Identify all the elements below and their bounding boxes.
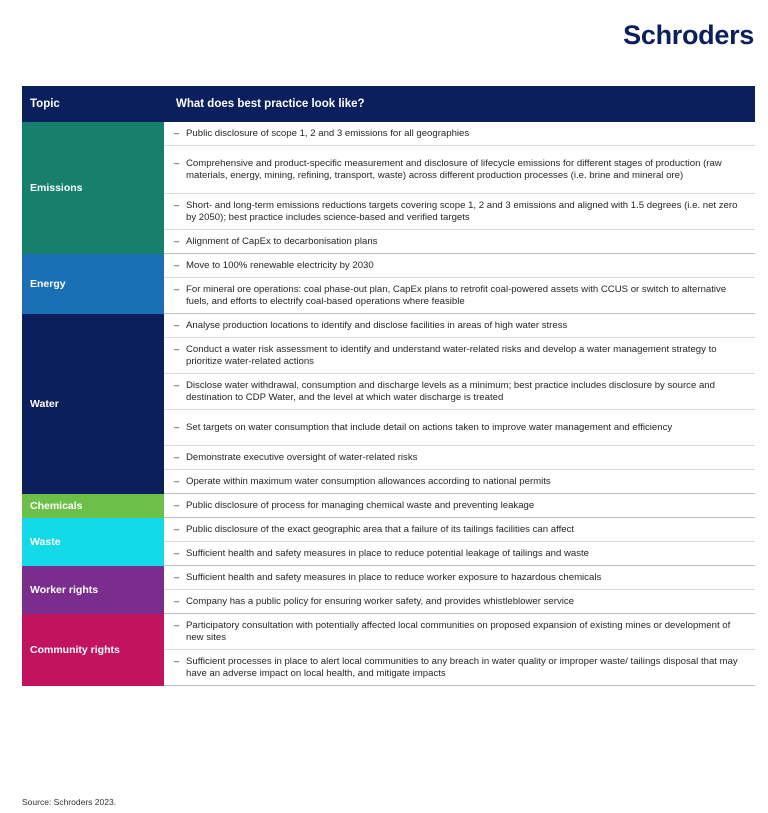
practice-text: Disclose water withdrawal, consumption and discharge levels as a minimum; best practice includes disclosure by source and destination to CDP Water, and the level at which water discharge is treated: [186, 380, 715, 403]
practice-cell: [164, 590, 755, 614]
bullet-dash: –: [174, 235, 180, 247]
practice-text: Participatory consultation with potentially affected local communities on proposed expansion of existing mines or development of new sites: [186, 620, 731, 643]
practice-cell: [164, 614, 755, 650]
bullet-dash: –: [174, 421, 180, 433]
topic-cell: Chemicals: [22, 494, 164, 518]
table-row: [22, 566, 755, 590]
practice-text: Company has a public policy for ensuring worker safety, and provides whistleblower service: [186, 595, 575, 607]
header-topic: Topic: [22, 86, 164, 122]
bullet-dash: –: [174, 380, 180, 391]
bullet-dash: –: [174, 200, 180, 211]
source-note: Source: Schroders 2023.: [22, 797, 117, 807]
table-row: [22, 314, 755, 338]
bullet-dash: –: [174, 319, 180, 331]
practice-text: Conduct a water risk assessment to identify and understand water-related risks and develop a water management strategy to prioritize water-related actions: [186, 344, 717, 367]
bullet-dash: –: [174, 284, 180, 295]
practice-text: Sufficient health and safety measures in place to reduce worker exposure to hazardous chemicals: [186, 571, 602, 583]
best-practice-table: [22, 86, 755, 686]
practice-cell: [164, 410, 755, 446]
practice-text: Move to 100% renewable electricity by 2030: [186, 259, 374, 271]
practice-cell: [164, 230, 755, 254]
topic-cell: Community rights: [22, 614, 164, 686]
practice-text: Public disclosure of the exact geographic area that a failure of its tailings facilities can affect: [186, 523, 575, 535]
table-row: [22, 614, 755, 650]
practice-cell: [164, 314, 755, 338]
bullet-dash: –: [174, 475, 180, 487]
practice-text: Public disclosure of process for managing chemical waste and preventing leakage: [186, 499, 535, 511]
practice-cell: [164, 650, 755, 686]
practice-text: Set targets on water consumption that include detail on actions taken to improve water management and efficiency: [186, 421, 673, 433]
practice-cell: [164, 146, 755, 194]
table-row: [22, 494, 755, 518]
practice-cell: [164, 566, 755, 590]
bullet-dash: –: [174, 158, 180, 169]
practice-text: Short- and long-term emissions reductions targets covering scope 1, 2 and 3 emissions and aligned with 1.5 degrees (i.e. net zero by 2050); best practice includes science-based and verified targets: [186, 200, 738, 223]
practice-cell: [164, 470, 755, 494]
practice-text: Sufficient health and safety measures in place to reduce potential leakage of tailings and waste: [186, 547, 590, 559]
topic-cell: Energy: [22, 254, 164, 314]
practice-text: Public disclosure of scope 1, 2 and 3 emissions for all geographies: [186, 127, 470, 139]
topic-cell: Worker rights: [22, 566, 164, 614]
practice-cell: [164, 254, 755, 278]
bullet-dash: –: [174, 571, 180, 583]
bullet-dash: –: [174, 451, 180, 463]
practice-text: Alignment of CapEx to decarbonisation plans: [186, 235, 378, 247]
bullet-dash: –: [174, 523, 180, 535]
bullet-dash: –: [174, 656, 180, 667]
practice-cell: [164, 494, 755, 518]
bullet-dash: –: [174, 259, 180, 271]
bullet-dash: –: [174, 547, 180, 559]
topic-cell: Emissions: [22, 122, 164, 254]
bullet-dash: –: [174, 499, 180, 511]
bullet-dash: –: [174, 620, 180, 631]
practice-text: Sufficient processes in place to alert local communities to any breach in water quality or improper waste/ tailings disposal that may have an adverse impact on local health, and mitigate impacts: [186, 656, 738, 679]
bullet-dash: –: [174, 127, 180, 139]
topic-cell: Water: [22, 314, 164, 494]
table-header-row: [22, 86, 755, 122]
bullet-dash: –: [174, 344, 180, 355]
bullet-dash: –: [174, 595, 180, 607]
table-body: [22, 122, 755, 686]
practice-cell: [164, 278, 755, 314]
schroders-logo: Schroders: [623, 20, 754, 50]
practice-text: Operate within maximum water consumption allowances according to national permits: [186, 475, 551, 487]
header-practice: What does best practice look like?: [164, 86, 755, 122]
topic-cell: Waste: [22, 518, 164, 566]
practice-cell: [164, 518, 755, 542]
practice-cell: [164, 542, 755, 566]
practice-text: For mineral ore operations: coal phase-out plan, CapEx plans to retrofit coal-powered assets with CCUS or switch to alternative fuels, and efforts to electrify coal-based operations where feasible: [186, 284, 727, 307]
table-row: [22, 254, 755, 278]
practice-text: Demonstrate executive oversight of water-related risks: [186, 451, 418, 463]
practice-text: Comprehensive and product-specific measurement and disclosure of lifecycle emissions for different stages of production (raw materials, energy, mining, refining, transport, waste) across different production processes (i.e. brine and mineral ore): [186, 158, 722, 181]
practice-cell: [164, 374, 755, 410]
practice-cell: [164, 446, 755, 470]
practice-text: Analyse production locations to identify and disclose facilities in areas of high water stress: [186, 319, 568, 331]
table-row: [22, 518, 755, 542]
table-row: [22, 122, 755, 146]
practice-cell: [164, 338, 755, 374]
practice-cell: [164, 122, 755, 146]
practice-cell: [164, 194, 755, 230]
